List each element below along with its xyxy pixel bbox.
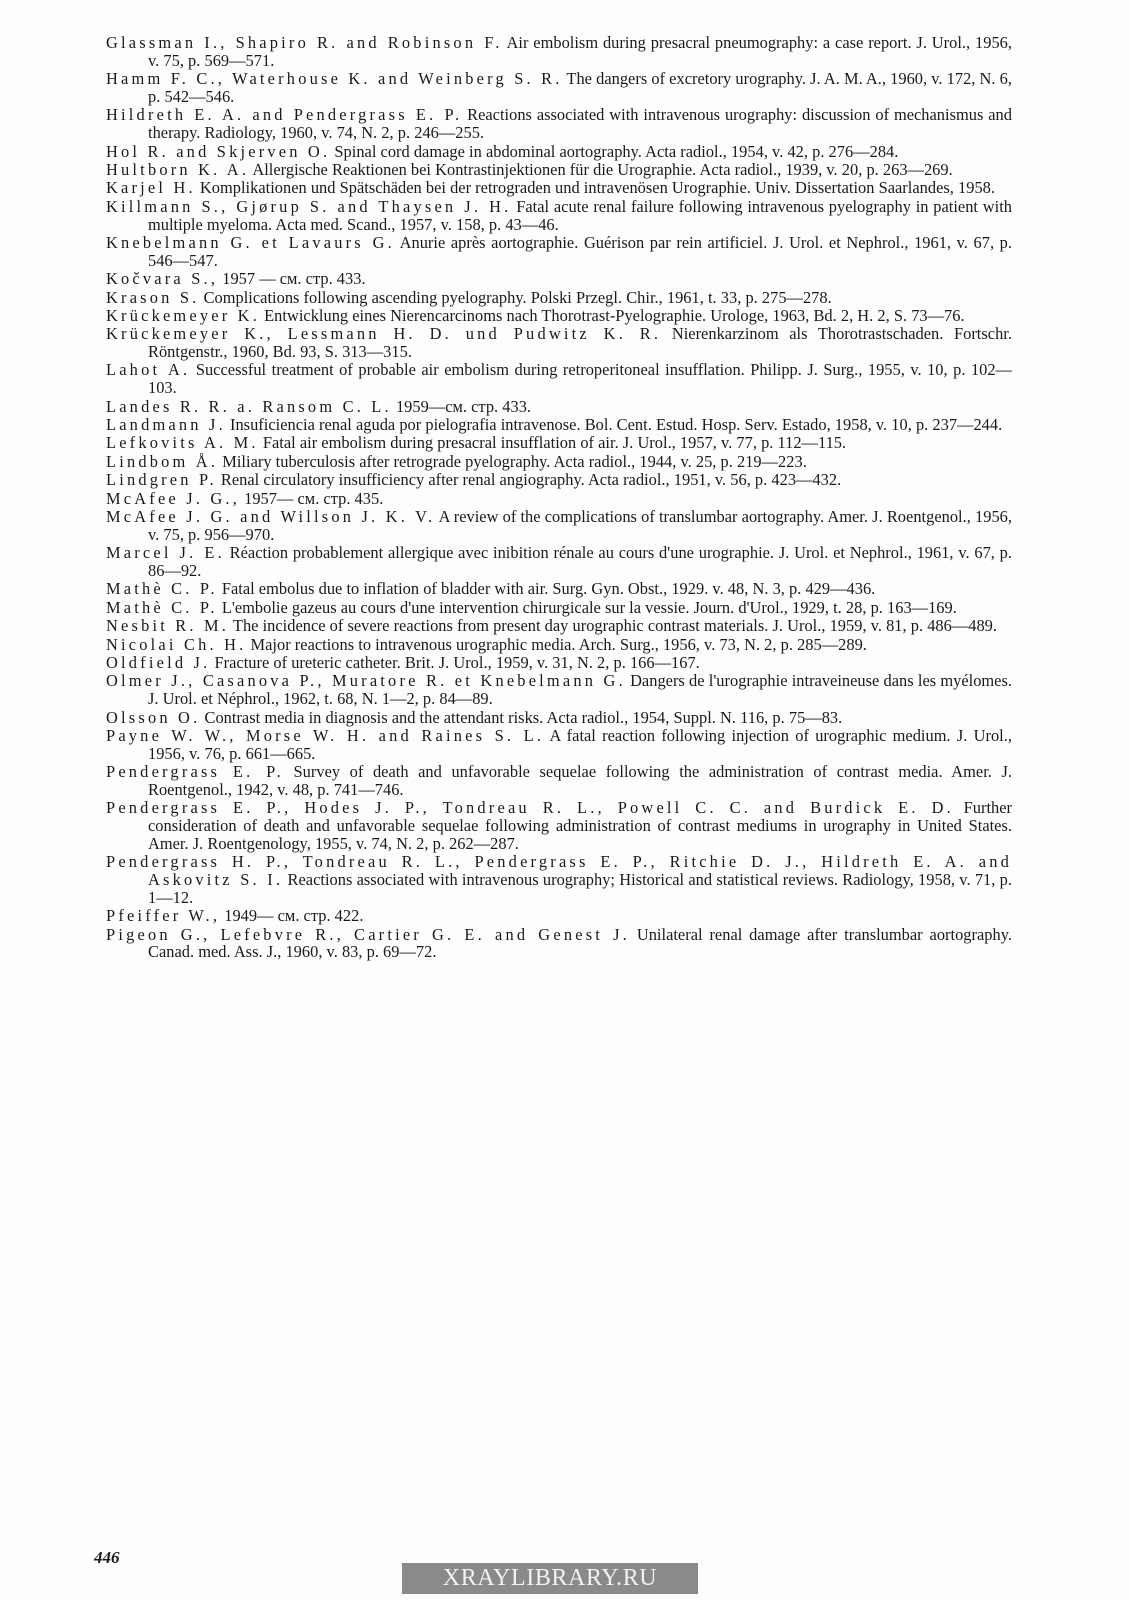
reference-text: Renal circulatory insufficiency after renal angiography. Acta radiol., 1951, v. 56, p. 423—432.: [216, 470, 842, 490]
reference-entry: [106, 853, 1012, 906]
reference-entry: [106, 763, 1012, 799]
reference-entry: [106, 307, 1012, 325]
reference-author: Nicolai Ch. H.: [106, 634, 247, 654]
reference-text: The incidence of severe reactions from present day urographic contrast materials. J. Urol., 1959, v. 81, p. 486—489.: [229, 616, 998, 636]
reference-entry: [106, 434, 1012, 452]
reference-text: 1949— см. стр. 422.: [220, 906, 364, 926]
reference-author: Hamm F. C., Waterhouse K. and Weinberg S. R.: [106, 69, 563, 89]
reference-author: McAfee J. G. and Willson J. K. V.: [106, 507, 436, 526]
reference-text: Contrast media in diagnosis and the attendant risks. Acta radiol., 1954, Suppl. N. 116, p. 75—83.: [200, 707, 843, 727]
reference-entry: [106, 106, 1012, 142]
reference-entry: [106, 709, 1012, 727]
reference-text: Dangers de l'urographie intraveineuse dans les myélomes. J. Urol. et Néphrol., 1962, t. 68, N. 1—2, p. 84—89.: [148, 671, 1012, 709]
reference-entry: [106, 416, 1012, 434]
reference-author: Kočvara S.,: [106, 269, 219, 289]
reference-entry: [106, 70, 1012, 106]
reference-author: Krückemeyer K.: [106, 305, 261, 325]
reference-author: Payne W. W., Morse W. H. and Raines S. L.: [106, 725, 545, 745]
reference-entry: [106, 636, 1012, 654]
reference-text: Fatal air embolism during presacral insufflation of air. J. Urol., 1957, v. 77, p. 112—115.: [258, 433, 847, 453]
reference-author: McAfee J. G.,: [106, 488, 240, 508]
reference-entry: [106, 234, 1012, 270]
reference-author: Pendergrass E. P.: [106, 762, 284, 782]
reference-entry: [106, 453, 1012, 471]
reference-author: Pigeon G., Lefebvre R., Cartier G. E. and Genest J.: [106, 924, 630, 944]
watermark: XRAYLIBRARY.RU: [402, 1563, 698, 1594]
reference-author: Hildreth E. A. and Pendergrass E. P.: [106, 105, 463, 125]
reference-author: Nesbit R. M.: [106, 616, 230, 636]
reference-text: Successful treatment of probable air embolism during retroperitoneal insufflation. Philipp. J. Surg., 1955, v. 10, p. 102—103.: [148, 360, 1012, 398]
reference-entry: [106, 471, 1012, 489]
reference-text: Fatal embolus due to inflation of bladder with air. Surg. Gyn. Obst., 1929. v. 48, N. 3, p. 429—436.: [217, 579, 876, 599]
reference-list: [106, 34, 1012, 962]
reference-text: Unilateral renal damage after translumbar aortography. Canad. med. Ass. J., 1960, v. 83, p. 69—72.: [148, 924, 1012, 962]
reference-author: Lindgren P.: [106, 470, 217, 490]
reference-text: Reactions associated with intravenous urography: discussion of mechanismus and therapy. Radiology, 1960, v. 74, N. 2, p. 246—255.: [148, 105, 1012, 143]
reference-entry: [106, 289, 1012, 307]
reference-author: Krückemeyer K., Lessmann H. D. und Pudwitz K. R.: [106, 324, 662, 344]
reference-author: Mathè C. P.: [106, 579, 218, 599]
reference-text: Réaction probablement allergique avec inibition rénale au cours d'une urographie. J. Urol. et Nephrol., 1961, v. 67, p. 86—92.: [148, 543, 1012, 580]
page-number: 446: [94, 1548, 120, 1567]
reference-text: 1957 — см. стр. 433.: [218, 269, 366, 289]
reference-author: Killmann S., Gjørup S. and Thaysen J. H.: [106, 196, 512, 216]
reference-author: Karjel H.: [106, 178, 196, 198]
reference-text: The dangers of excretory urography. J. A. M. A., 1960, v. 172, N. 6, p. 542—546.: [148, 69, 1013, 106]
reference-entry: [106, 907, 1012, 925]
reference-text: Fatal acute renal failure following intravenous pyelography in patient with multiple myeloma. Acta med. Scand., 1957, v. 158, p. 43—46.: [148, 196, 1012, 234]
reference-author: Lefkovits A. M.: [106, 433, 259, 453]
reference-entry: [106, 179, 1012, 197]
reference-author: Glassman I., Shapiro R. and Robinson F.: [106, 33, 503, 52]
reference-text: L'embolie gazeus au cours d'une intervention chirurgicale sur la vessie. Journ. d'Urol., 1929, t. 28, p. 163—169.: [217, 597, 957, 617]
reference-author: Mathè C. P.: [106, 597, 218, 617]
reference-text: Anurie après aortographie. Guérison par rein artificiel. J. Urol. et Nephrol., 1961, v. 67, p. 546—547.: [148, 232, 1012, 270]
reference-entry: [106, 672, 1012, 708]
reference-text: Major reactions to intravenous urographic media. Arch. Surg., 1956, v. 73, N. 2, p. 285—289.: [246, 634, 867, 654]
reference-author: Olmer J., Casanova P., Muratore R. et Knebelmann G.: [106, 671, 626, 691]
reference-entry: [106, 654, 1012, 672]
reference-text: Further consideration of death and unfavorable sequelae following administration of contrast mediums in urography in United States. Amer. J. Roentgenology, 1955, v. 74, N. 2, p. 262—287.: [148, 798, 1013, 853]
reference-text: 1959—см. стр. 433.: [391, 396, 532, 416]
reference-author: Pendergrass H. P., Tondreau R. L., Pendergrass E. P., Ritchie D. J., Hildreth E. A. and Askovitz S. I.: [106, 852, 1012, 890]
reference-entry: [106, 926, 1012, 962]
reference-text: Miliary tuberculosis after retrograde pyelography. Acta radiol., 1944, v. 25, p. 219—223.: [218, 451, 807, 471]
reference-text: Spinal cord damage in abdominal aortography. Acta radiol., 1954, v. 42, p. 276—284.: [330, 141, 899, 161]
reference-author: Pfeiffer W.,: [106, 906, 221, 926]
reference-text: A review of the complications of translumbar aortography. Amer. J. Roentgenol., 1956, v. 75, p. 956—970.: [148, 507, 1013, 544]
reference-entry: [106, 490, 1012, 508]
reference-entry: [106, 727, 1012, 763]
reference-author: Oldfield J.: [106, 652, 211, 672]
reference-entry: [106, 143, 1012, 161]
reference-text: Nierenkarzinom als Thorotrastschaden. Fortschr. Röntgenstr., 1960, Bd. 93, S. 313—315.: [148, 324, 1012, 362]
reference-author: Hultborn K. A.: [106, 159, 250, 179]
reference-text: Air embolism during presacral pneumography: a case report. J. Urol., 1956, v. 75, p. 569—571.: [148, 33, 1012, 70]
reference-entry: [106, 198, 1012, 234]
reference-author: Marcel J. E.: [106, 543, 225, 563]
reference-text: Komplikationen und Spätschäden bei der retrograden und intravenösen Urographie. Univ. Dissertation Saarlandes, 1958.: [195, 178, 995, 198]
reference-entry: [106, 361, 1012, 397]
reference-text: Allergische Reaktionen bei Kontrastinjektionen für die Urographie. Acta radiol., 1939, v. 20, p. 263—269.: [249, 159, 953, 179]
reference-text: Insuficiencia renal aguda por pielografia intravenose. Bol. Cent. Estud. Hosp. Serv. Estado, 1958, v. 10, p. 237—244.: [225, 415, 1003, 435]
reference-entry: [106, 325, 1012, 361]
reference-text: Fracture of ureteric catheter. Brit. J. Urol., 1959, v. 31, N. 2, p. 166—167.: [210, 652, 700, 672]
reference-author: Landmann J.: [106, 415, 226, 435]
reference-author: Knebelmann G. et Lavaurs G.: [106, 232, 395, 252]
reference-author: Lahot A.: [106, 360, 191, 380]
reference-entry: [106, 544, 1012, 580]
reference-author: Pendergrass E. P., Hodes J. P., Tondreau R. L., Powell C. C. and Burdick E. D.: [106, 798, 954, 818]
reference-text: 1957— см. стр. 435.: [240, 488, 384, 508]
reference-text: Complications following ascending pyelography. Polski Przegl. Chir., 1961, t. 33, p. 275—278.: [199, 287, 832, 307]
reference-entry: [106, 508, 1012, 544]
reference-entry: [106, 599, 1012, 617]
reference-text: Entwicklung eines Nierencarcinoms nach Thorotrast-Pyelographie. Urologe, 1963, Bd. 2, H. 2, S. 73—76.: [260, 305, 965, 325]
reference-text: Survey of death and unfavorable sequelae following the administration of contrast media. Amer. J. Roentgenol., 1942, v. 48, p. 741—746.: [148, 762, 1012, 799]
reference-entry: [106, 398, 1012, 416]
reference-text: Reactions associated with intravenous urography; Historical and statistical reviews. Radiology, 1958, v. 71, p. 1—12.: [148, 870, 1012, 907]
reference-author: Olsson O.: [106, 707, 201, 727]
reference-entry: [106, 617, 1012, 635]
reference-text: A fatal reaction following injection of urographic medium. J. Urol., 1956, v. 76, p. 661—665.: [148, 725, 1012, 763]
reference-author: Krason S.: [106, 287, 200, 307]
reference-entry: [106, 580, 1012, 598]
reference-entry: [106, 34, 1012, 70]
reference-entry: [106, 799, 1012, 852]
reference-author: Hol R. and Skjerven O.: [106, 141, 331, 161]
reference-author: Landes R. R. a. Ransom C. L.: [106, 396, 392, 416]
reference-author: Lindbom Å.: [106, 451, 219, 471]
reference-entry: [106, 161, 1012, 179]
reference-entry: [106, 270, 1012, 288]
